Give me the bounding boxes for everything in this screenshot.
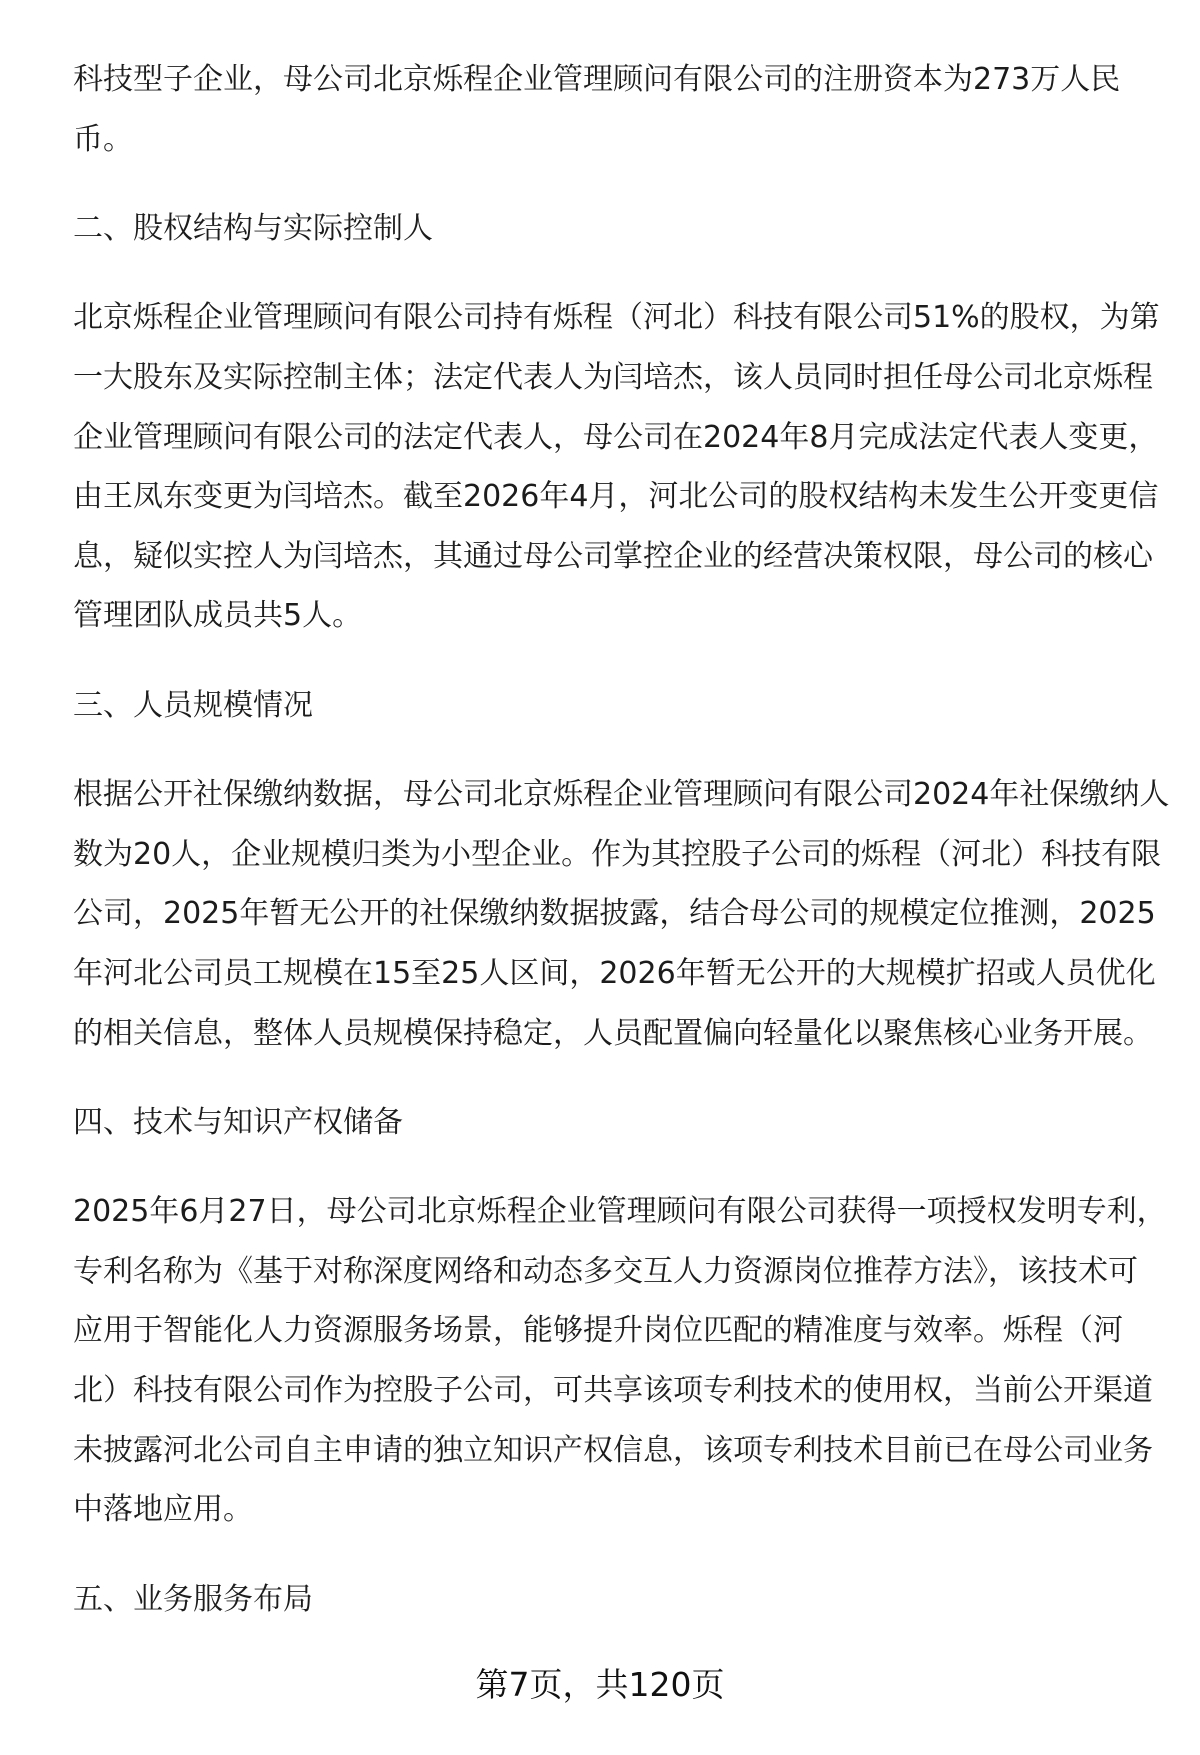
intro-paragraph (73, 50, 1183, 169)
paragraph-line: 根据公开社保缴纳数据，母公司北京烁程企业管理顾问有限公司2024年社保缴纳人 (73, 777, 1170, 813)
paragraph-line: 2025年6月27日，母公司北京烁程企业管理顾问有限公司获得一项授权发明专利， (73, 1194, 1167, 1230)
paragraph-line: 由王凤东变更为闫培杰。截至2026年4月，河北公司的股权结构未发生公开变更信 (73, 479, 1159, 515)
paragraph-line: 应用于智能化人力资源服务场景，能够提升岗位匹配的精准度与效率。烁程（河 (73, 1313, 1123, 1349)
paragraph-line: 未披露河北公司自主申请的独立知识产权信息，该项专利技术目前已在母公司业务 (73, 1432, 1153, 1468)
section-heading: 四、技术与知识产权储备 (73, 1104, 403, 1140)
section-heading: 五、业务服务布局 (73, 1581, 313, 1617)
paragraph-line: 科技型子企业，母公司北京烁程企业管理顾问有限公司的注册资本为273万人民 (73, 62, 1121, 97)
paragraph-line: 一大股东及实际控制主体；法定代表人为闫培杰，该人员同时担任母公司北京烁程 (73, 359, 1153, 395)
section-paragraph-staff (73, 765, 1183, 1063)
section-paragraph-equity (73, 288, 1183, 646)
paragraph-line: 公司，2025年暂无公开的社保缴纳数据披露，结合母公司的规模定位推测，2025 (73, 896, 1156, 932)
paragraph-line: 北）科技有限公司作为控股子公司，可共享该项专利技术的使用权，当前公开渠道 (73, 1373, 1153, 1409)
paragraph-line: 的相关信息，整体人员规模保持稳定，人员配置偏向轻量化以聚焦核心业务开展。 (73, 1015, 1153, 1051)
section-heading: 三、人员规模情况 (73, 687, 313, 723)
paragraph-line: 数为20人，企业规模归类为小型企业。作为其控股子公司的烁程（河北）科技有限 (73, 836, 1162, 872)
paragraph-line: 企业管理顾问有限公司的法定代表人，母公司在2024年8月完成法定代表人变更， (73, 419, 1159, 455)
section-heading-equity (73, 199, 1183, 259)
paragraph-line: 中落地应用。 (73, 1492, 253, 1528)
section-paragraph-technology (73, 1182, 1183, 1540)
section-heading: 二、股权结构与实际控制人 (73, 210, 433, 246)
paragraph-line: 年河北公司员工规模在15至25人区间，2026年暂无公开的大规模扩招或人员优化 (73, 955, 1156, 991)
paragraph-line: 币。 (73, 121, 133, 157)
paragraph-line: 专利名称为《基于对称深度网络和动态多交互人力资源岗位推荐方法》，该技术可 (73, 1253, 1138, 1289)
section-heading-technology (73, 1093, 1183, 1153)
section-heading-business (73, 1570, 1183, 1630)
section-heading-staff (73, 676, 1183, 736)
page-number-footer: 第7页，共120页 (475, 1665, 725, 1704)
paragraph-line: 北京烁程企业管理顾问有限公司持有烁程（河北）科技有限公司51%的股权，为第 (73, 300, 1160, 336)
document-body (73, 50, 1183, 1659)
paragraph-line: 管理团队成员共5人。 (73, 598, 363, 634)
paragraph-line: 息，疑似实控人为闫培杰，其通过母公司掌控企业的经营决策权限，母公司的核心 (73, 538, 1153, 574)
